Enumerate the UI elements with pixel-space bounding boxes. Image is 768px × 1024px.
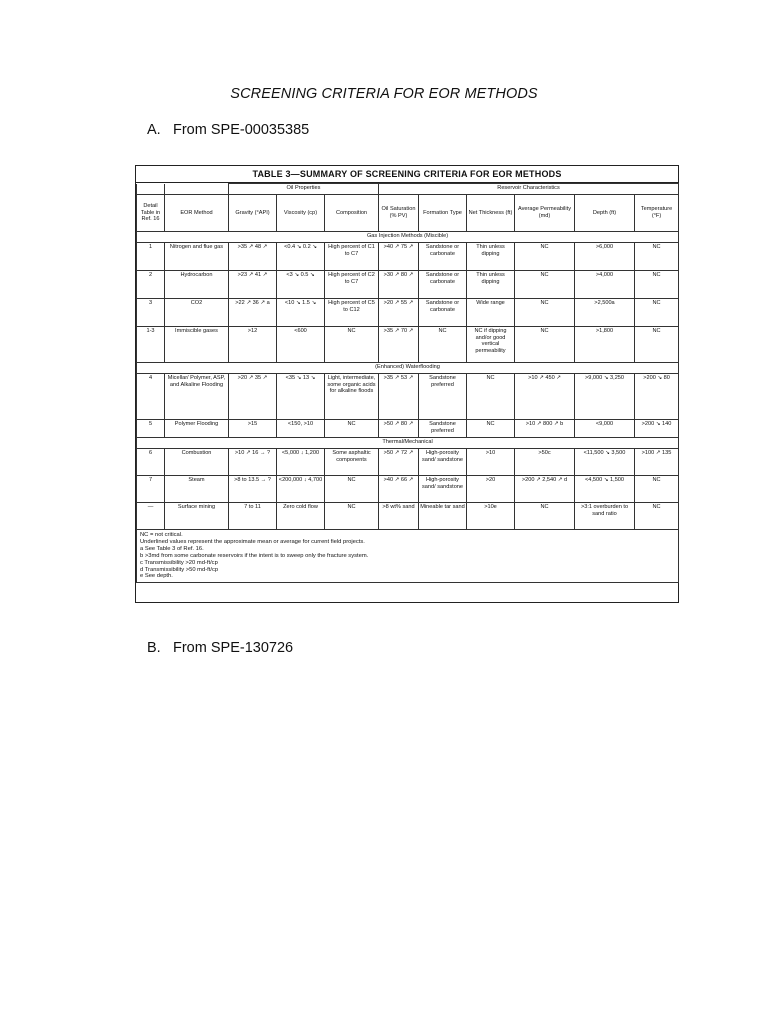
table-cell: >30 ↗ 80 ↗: [379, 271, 419, 299]
table-cell: <150, >10: [277, 420, 325, 438]
table-cell: >6,000: [575, 243, 635, 271]
table-cell: >8 wt% sand: [379, 503, 419, 530]
table-cell: NC: [325, 420, 379, 438]
table-cell: Mineable tar sand: [419, 503, 467, 530]
table-cell: NC: [515, 503, 575, 530]
table-cell: >10e: [467, 503, 515, 530]
section-a-letter: A.: [147, 122, 161, 138]
table-cell: >9,000 ↘ 3,250: [575, 374, 635, 420]
table-cell: NC: [419, 327, 467, 363]
table-row: [137, 243, 679, 271]
table-cell: Sandstone preferred: [419, 420, 467, 438]
criteria-grid: [136, 183, 679, 583]
table-cell: >35 ↗ 70 ↗: [379, 327, 419, 363]
column-header: Detail Table in Ref. 16: [137, 195, 165, 232]
table-cell: <3 ↘ 0.5 ↘: [277, 271, 325, 299]
table-cell: Combustion: [165, 449, 229, 476]
table-cell: >1,800: [575, 327, 635, 363]
table-cell: NC: [515, 299, 575, 327]
table-cell: <11,500 ↘ 3,500: [575, 449, 635, 476]
note-line: e See depth.: [140, 573, 173, 580]
table-cell: >35 ↗ 53 ↗: [379, 374, 419, 420]
table-cell: 5: [137, 420, 165, 438]
section-title-row: (Enhanced) Waterflooding: [137, 363, 679, 374]
blank-header-cell: [165, 184, 229, 195]
note-line: b >3md from some carbonate reservoirs if the intent is to sweep only the fracture system.: [140, 552, 369, 559]
column-header: Temperature (°F): [635, 195, 679, 232]
table-cell: >23 ↗ 41 ↗: [229, 271, 277, 299]
table-cell: >50 ↗ 72 ↗: [379, 449, 419, 476]
table-caption: TABLE 3—SUMMARY OF SCREENING CRITERIA FOR EOR METHODS: [136, 166, 678, 183]
table-cell: Thin unless dipping: [467, 271, 515, 299]
table-cell: <4,500 ↘ 1,500: [575, 476, 635, 503]
table-row: [137, 299, 679, 327]
table-cell: >10 ↗ 16 → ?: [229, 449, 277, 476]
table-cell: >40 ↗ 66 ↗: [379, 476, 419, 503]
table-cell: CO2: [165, 299, 229, 327]
table-cell: Hydrocarbon: [165, 271, 229, 299]
table-cell: Sandstone preferred: [419, 374, 467, 420]
section-a-text: From SPE-00035385: [173, 122, 310, 138]
table-cell: Steam: [165, 476, 229, 503]
section-title-row: Gas Injection Methods (Miscible): [137, 232, 679, 243]
screening-criteria-table: [135, 165, 679, 603]
table-cell: NC: [515, 243, 575, 271]
table-cell: 4: [137, 374, 165, 420]
table-row: [137, 503, 679, 530]
column-header: Composition: [325, 195, 379, 232]
table-row: [137, 476, 679, 503]
note-line: a See Table 3 of Ref. 16.: [140, 545, 204, 552]
table-cell: >10: [467, 449, 515, 476]
table-cell: 1: [137, 243, 165, 271]
table-cell: >50c: [515, 449, 575, 476]
blank-header-cell: [137, 184, 165, 195]
table-cell: >10 ↗ 800 ↗ b: [515, 420, 575, 438]
table-cell: NC if dipping and/or good vertical permeability: [467, 327, 515, 363]
table-cell: NC: [467, 420, 515, 438]
table-row: [137, 449, 679, 476]
column-header: Oil Saturation (% PV): [379, 195, 419, 232]
table-row: [137, 271, 679, 299]
table-cell: —: [137, 503, 165, 530]
table-cell: High-porosity sand/ sandstone: [419, 449, 467, 476]
table-cell: <200,000 ↓ 4,700: [277, 476, 325, 503]
column-header: Gravity (°API): [229, 195, 277, 232]
section-heading-b: [147, 640, 293, 656]
table-cell: >12: [229, 327, 277, 363]
column-header: Average Permeability (md): [515, 195, 575, 232]
table-cell: 2: [137, 271, 165, 299]
column-header: EOR Method: [165, 195, 229, 232]
table-cell: NC: [635, 299, 679, 327]
table-cell: <5,000 ↓ 1,200: [277, 449, 325, 476]
table-cell: NC: [635, 503, 679, 530]
table-cell: Sandstone or carbonate: [419, 299, 467, 327]
table-cell: >200 ↘ 140: [635, 420, 679, 438]
table-cell: High percent of C5 to C12: [325, 299, 379, 327]
table-cell: NC: [515, 271, 575, 299]
group-header-oil-properties: Oil Properties: [229, 184, 379, 195]
section-title-row: Thermal/Mechanical: [137, 438, 679, 449]
table-cell: >3:1 overburden to sand ratio: [575, 503, 635, 530]
table-cell: >15: [229, 420, 277, 438]
table-cell: Light, intermediate, some organic acids for alkaline floods: [325, 374, 379, 420]
table-cell: >35 ↗ 48 ↗: [229, 243, 277, 271]
table-cell: >22 ↗ 36 ↗ a: [229, 299, 277, 327]
note-line: NC = not critical.: [140, 532, 183, 538]
table-cell: >20 ↗ 55 ↗: [379, 299, 419, 327]
note-line: Underlined values represent the approximate mean or average for current field projects.: [140, 538, 365, 545]
table-cell: Surface mining: [165, 503, 229, 530]
table-cell: <0.4 ↘ 0.2 ↘: [277, 243, 325, 271]
table-cell: 6: [137, 449, 165, 476]
table-cell: High percent of C2 to C7: [325, 271, 379, 299]
table-cell: NC: [635, 327, 679, 363]
table-cell: Micellar/ Polymer, ASP, and Alkaline Flooding: [165, 374, 229, 420]
table-cell: NC: [635, 476, 679, 503]
table-cell: >4,000: [575, 271, 635, 299]
table-cell: >20: [467, 476, 515, 503]
table-row: [137, 374, 679, 420]
table-cell: High-porosity sand/ sandstone: [419, 476, 467, 503]
table-cell: >200 ↗ 2,540 ↗ d: [515, 476, 575, 503]
table-cell: Zero cold flow: [277, 503, 325, 530]
table-cell: Sandstone or carbonate: [419, 243, 467, 271]
table-cell: 1-3: [137, 327, 165, 363]
table-cell: NC: [325, 327, 379, 363]
table-cell: <10 ↘ 1.5 ↘: [277, 299, 325, 327]
table-cell: NC: [635, 271, 679, 299]
table-cell: NC: [325, 476, 379, 503]
section-heading-a: [147, 122, 309, 138]
table-cell: Sandstone or carbonate: [419, 271, 467, 299]
table-cell: NC: [515, 327, 575, 363]
table-cell: 7 to 11: [229, 503, 277, 530]
table-cell: NC: [467, 374, 515, 420]
table-row: [137, 327, 679, 363]
table-cell: 7: [137, 476, 165, 503]
table-cell: >200 ↘ 80: [635, 374, 679, 420]
table-cell: >10 ↗ 450 ↗: [515, 374, 575, 420]
table-cell: Wide range: [467, 299, 515, 327]
table-cell: >20 ↗ 35 ↗: [229, 374, 277, 420]
table-cell: >50 ↗ 80 ↗: [379, 420, 419, 438]
table-cell: >8 to 13.5 → ?: [229, 476, 277, 503]
table-cell: Polymer Flooding: [165, 420, 229, 438]
table-cell: 3: [137, 299, 165, 327]
table-cell: NC: [635, 243, 679, 271]
table-cell: High percent of C1 to C7: [325, 243, 379, 271]
table-cell: Immiscible gases: [165, 327, 229, 363]
column-header: Depth (ft): [575, 195, 635, 232]
section-b-text: From SPE-130726: [173, 640, 294, 656]
column-header: Formation Type: [419, 195, 467, 232]
table-cell: Nitrogen and flue gas: [165, 243, 229, 271]
table-cell: <9,000: [575, 420, 635, 438]
table-row: [137, 420, 679, 438]
table-cell: <600: [277, 327, 325, 363]
table-cell: NC: [325, 503, 379, 530]
table-cell: >40 ↗ 75 ↗: [379, 243, 419, 271]
table-notes: [137, 530, 679, 583]
table-cell: >100 ↗ 135: [635, 449, 679, 476]
note-line: d Transmissibility >50 md-ft/cp: [140, 566, 219, 573]
column-header: Net Thickness (ft): [467, 195, 515, 232]
section-b-letter: B.: [147, 640, 161, 656]
table-cell: >2,500a: [575, 299, 635, 327]
table-cell: <35 ↘ 13 ↘: [277, 374, 325, 420]
group-header-reservoir: Reservoir Characteristics: [379, 184, 679, 195]
column-header: Viscosity (cp): [277, 195, 325, 232]
table-cell: Some asphaltic components: [325, 449, 379, 476]
document-title: SCREENING CRITERIA FOR EOR METHODS: [230, 86, 538, 102]
table-cell: Thin unless dipping: [467, 243, 515, 271]
note-line: c Transmissibility >20 md-ft/cp: [140, 559, 218, 566]
